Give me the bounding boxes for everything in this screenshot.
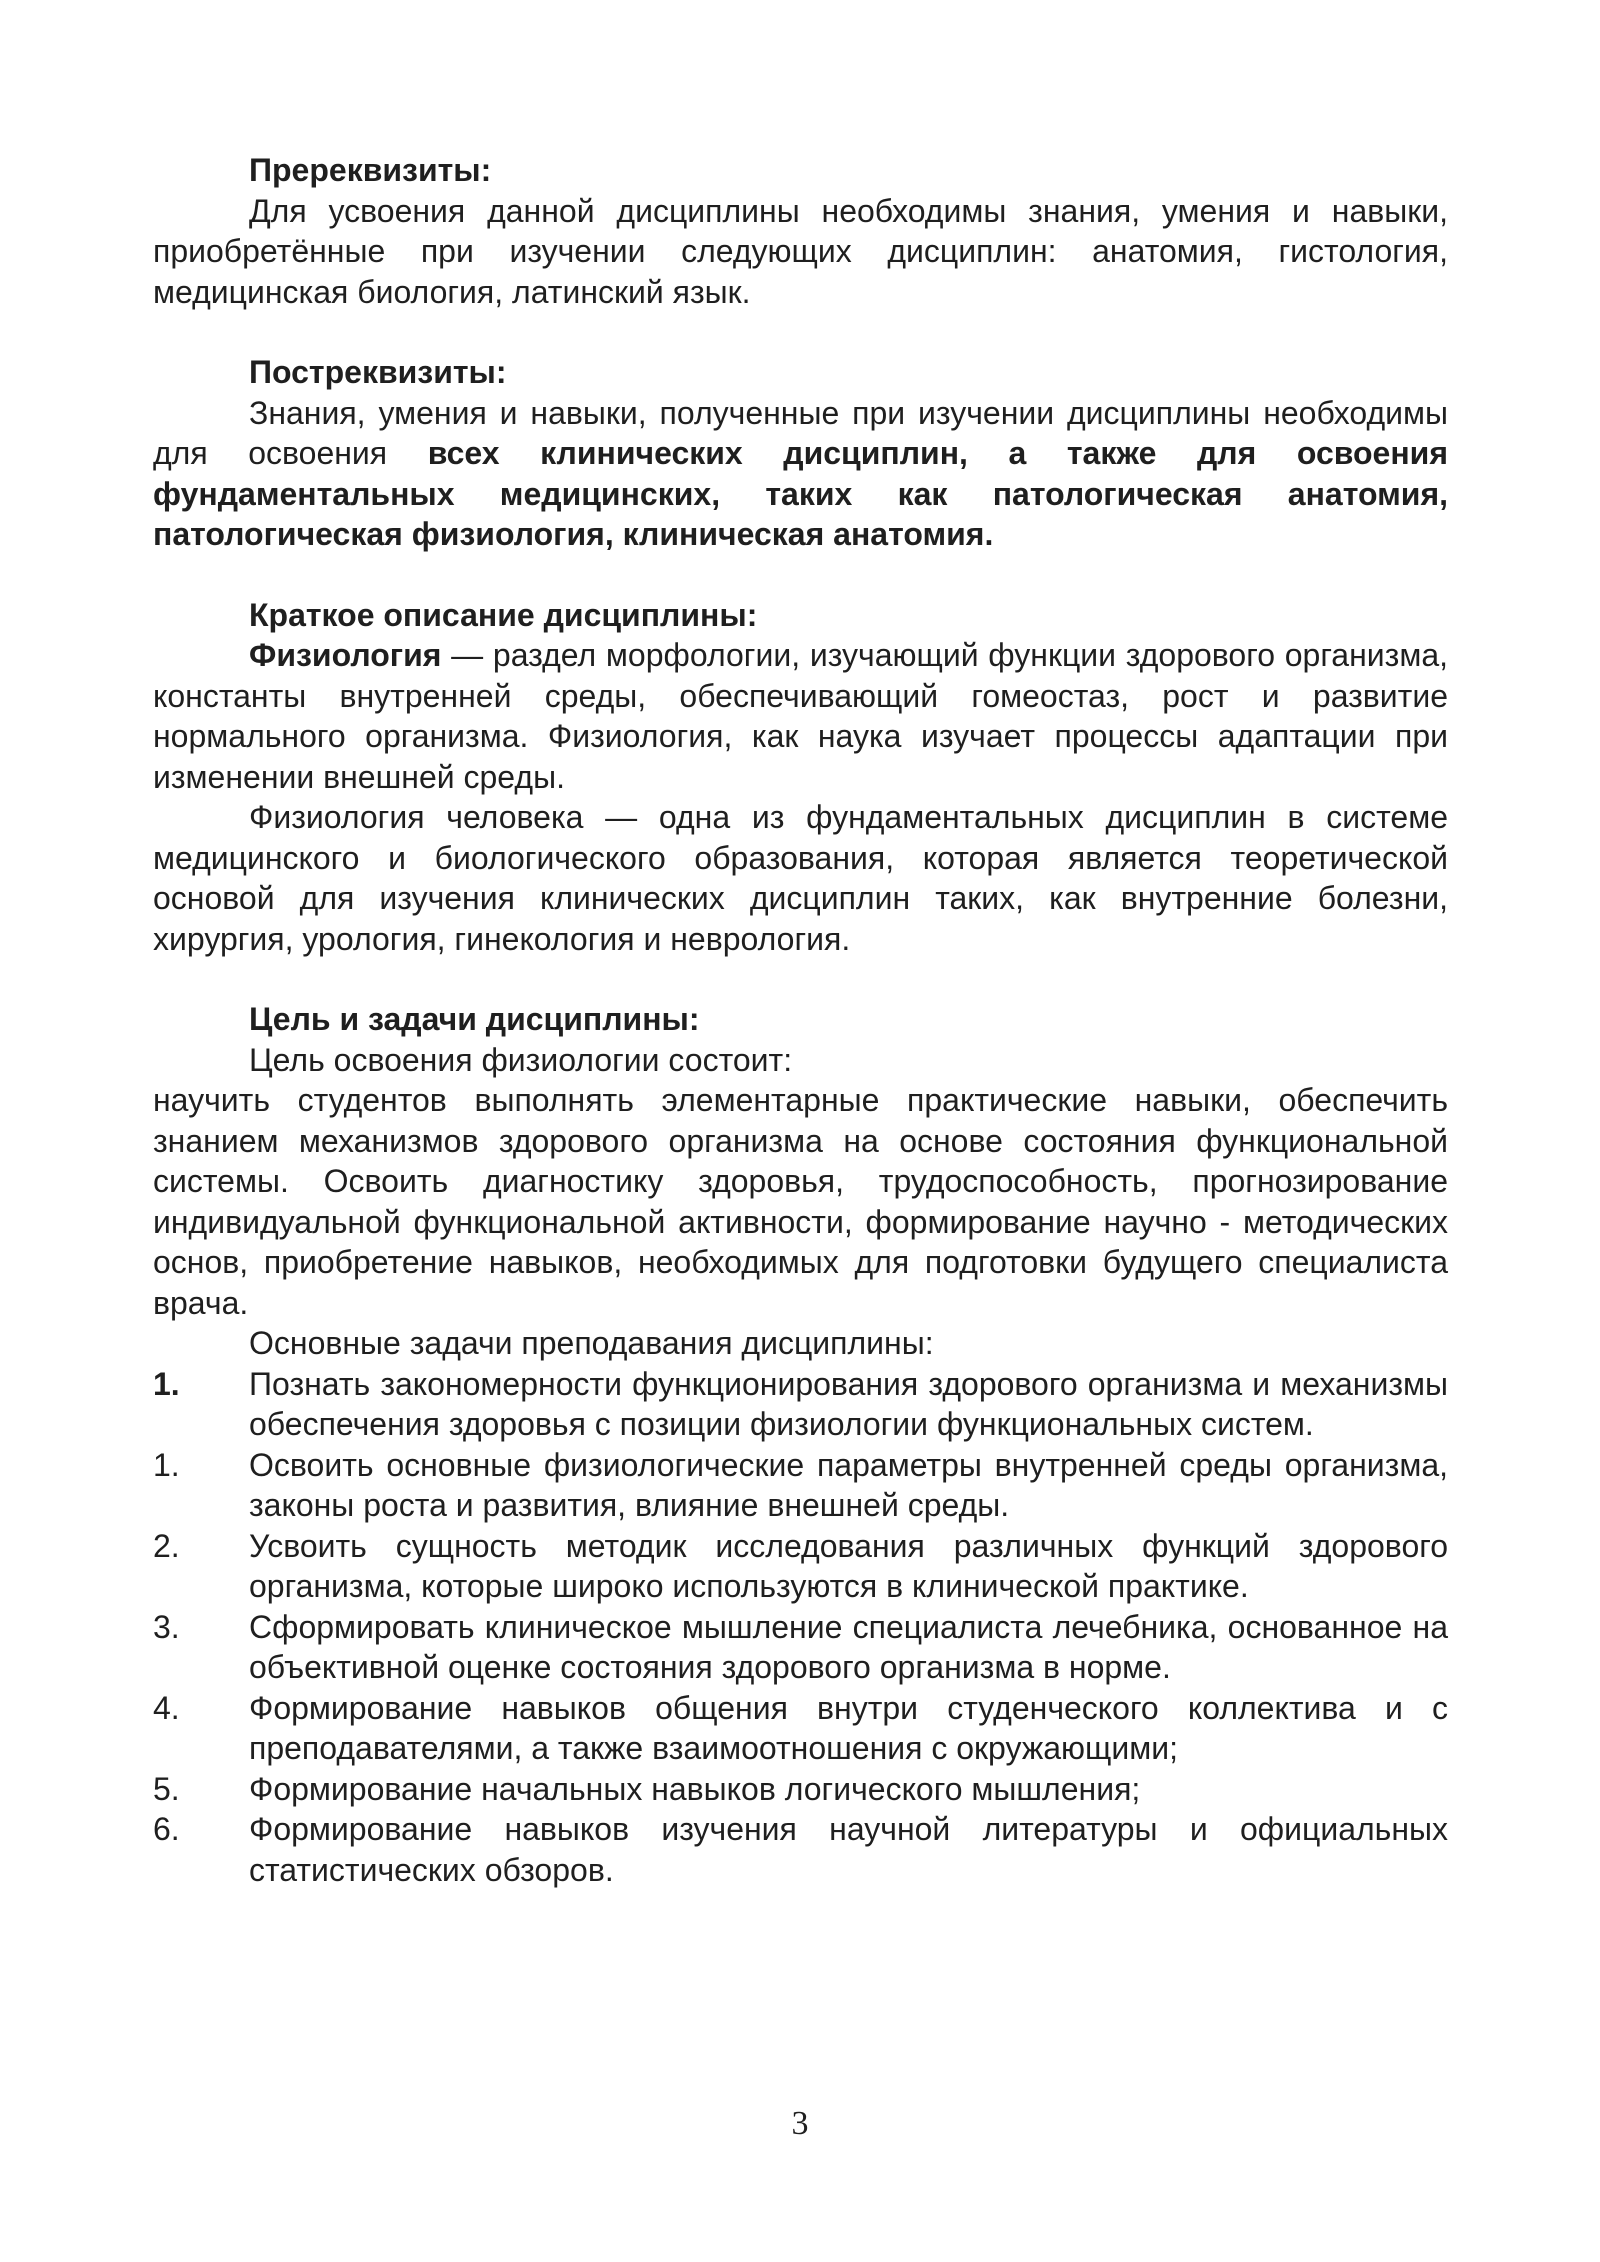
postrequisites-section bbox=[153, 352, 1448, 555]
description-paragraph-1 bbox=[153, 635, 1448, 797]
postrequisites-text-plain: Знания, умения и навыки, полученные при изучении дисциплины необходимы для освоения bbox=[153, 394, 1448, 471]
task-item bbox=[153, 1526, 1448, 1607]
goals-heading: Цель и задачи дисциплины: bbox=[249, 1001, 700, 1037]
description-heading: Краткое описание дисциплины: bbox=[249, 596, 758, 633]
task-item bbox=[153, 1809, 1448, 1890]
postrequisites-text-bold: всех клинических дисциплин, а также для освоения фундаментальных медицинских, таких как патологическая анатомия, патологическая физиология, клиническая анатомия. bbox=[153, 435, 1449, 552]
task-item bbox=[153, 1688, 1448, 1769]
document-page bbox=[153, 150, 1448, 1890]
task-number: 5. bbox=[153, 1770, 180, 1807]
prerequisites-heading: Пререквизиты: bbox=[249, 152, 492, 188]
task-text: Усвоить сущность методик исследования различных функций здорового организма, которые широко используются в клинической практике. bbox=[249, 1527, 1448, 1604]
task-item bbox=[153, 1607, 1448, 1688]
task-text: Формирование начальных навыков логического мышления; bbox=[249, 1770, 1141, 1807]
goal-text: научить студентов выполнять элементарные практические навыки, обеспечить знанием механизмов здорового организма на основе состояния функциональной системы. Освоить диагностику здоровья, трудоспособность, прогнозирование индивидуальной функциональной активности, формирование научно - методических основ, приобретение навыков, необходимых для подготовки будущего специалиста врача. bbox=[153, 1082, 1448, 1321]
task-item bbox=[153, 1445, 1448, 1526]
task-number: 1. bbox=[153, 1365, 180, 1402]
task-number: 3. bbox=[153, 1608, 180, 1645]
task-number: 6. bbox=[153, 1811, 180, 1847]
description-section bbox=[153, 595, 1448, 960]
task-text: Освоить основные физиологические параметры внутренней среды организма, законы роста и развития, влияние внешней среды. bbox=[249, 1446, 1448, 1523]
section-gap bbox=[153, 555, 1448, 595]
task-text: Сформировать клиническое мышление специалиста лечебника, основанное на объективной оценке состояния здорового организма в норме. bbox=[249, 1608, 1448, 1685]
task-item bbox=[153, 1769, 1448, 1810]
task-text: Познать закономерности функционирования здорового организма и механизмы обеспечения здоровья с позиции физиологии функциональных систем. bbox=[249, 1365, 1448, 1442]
section-gap bbox=[153, 312, 1448, 352]
section-gap bbox=[153, 959, 1448, 999]
description-paragraph-2: Физиология человека — одна из фундаментальных дисциплин в системе медицинского и биологического образования, которая является теоретической основой для изучения клинических дисциплин таких, как внутренние болезни, хирургия, урология, гинекология и неврология. bbox=[153, 799, 1448, 957]
task-text: Формирование навыков изучения научной литературы и официальных статистических обзоров. bbox=[249, 1811, 1448, 1888]
goal-intro: Цель освоения физиологии состоит: bbox=[249, 1041, 793, 1078]
tasks-list bbox=[153, 1364, 1448, 1891]
prerequisites-section bbox=[153, 150, 1448, 312]
physiology-term: Физиология bbox=[249, 637, 442, 673]
goals-section bbox=[153, 999, 1448, 1890]
task-number: 1. bbox=[153, 1446, 180, 1483]
task-number: 4. bbox=[153, 1689, 180, 1726]
prerequisites-text: Для усвоения данной дисциплины необходимы знания, умения и навыки, приобретённые при изучении следующих дисциплин: анатомия, гистология, медицинская биология, латинский язык. bbox=[153, 192, 1448, 310]
task-number: 2. bbox=[153, 1527, 180, 1564]
postrequisites-text bbox=[153, 393, 1448, 555]
task-text: Формирование навыков общения внутри студенческого коллектива и с преподавателями, а также взаимоотношения с окружающими; bbox=[249, 1689, 1448, 1766]
task-item bbox=[153, 1364, 1448, 1445]
description-paragraph-1-text: — раздел морфологии, изучающий функции здорового организма, константы внутренней среды, обеспечивающий гомеостаз, рост и развитие нормального организма. Физиология, как наука изучает процессы адаптации при изменении внешней среды. bbox=[153, 637, 1448, 795]
postrequisites-heading: Постреквизиты: bbox=[249, 354, 507, 390]
page-number: 3 bbox=[791, 2105, 809, 2142]
tasks-intro: Основные задачи преподавания дисциплины: bbox=[249, 1325, 934, 1361]
